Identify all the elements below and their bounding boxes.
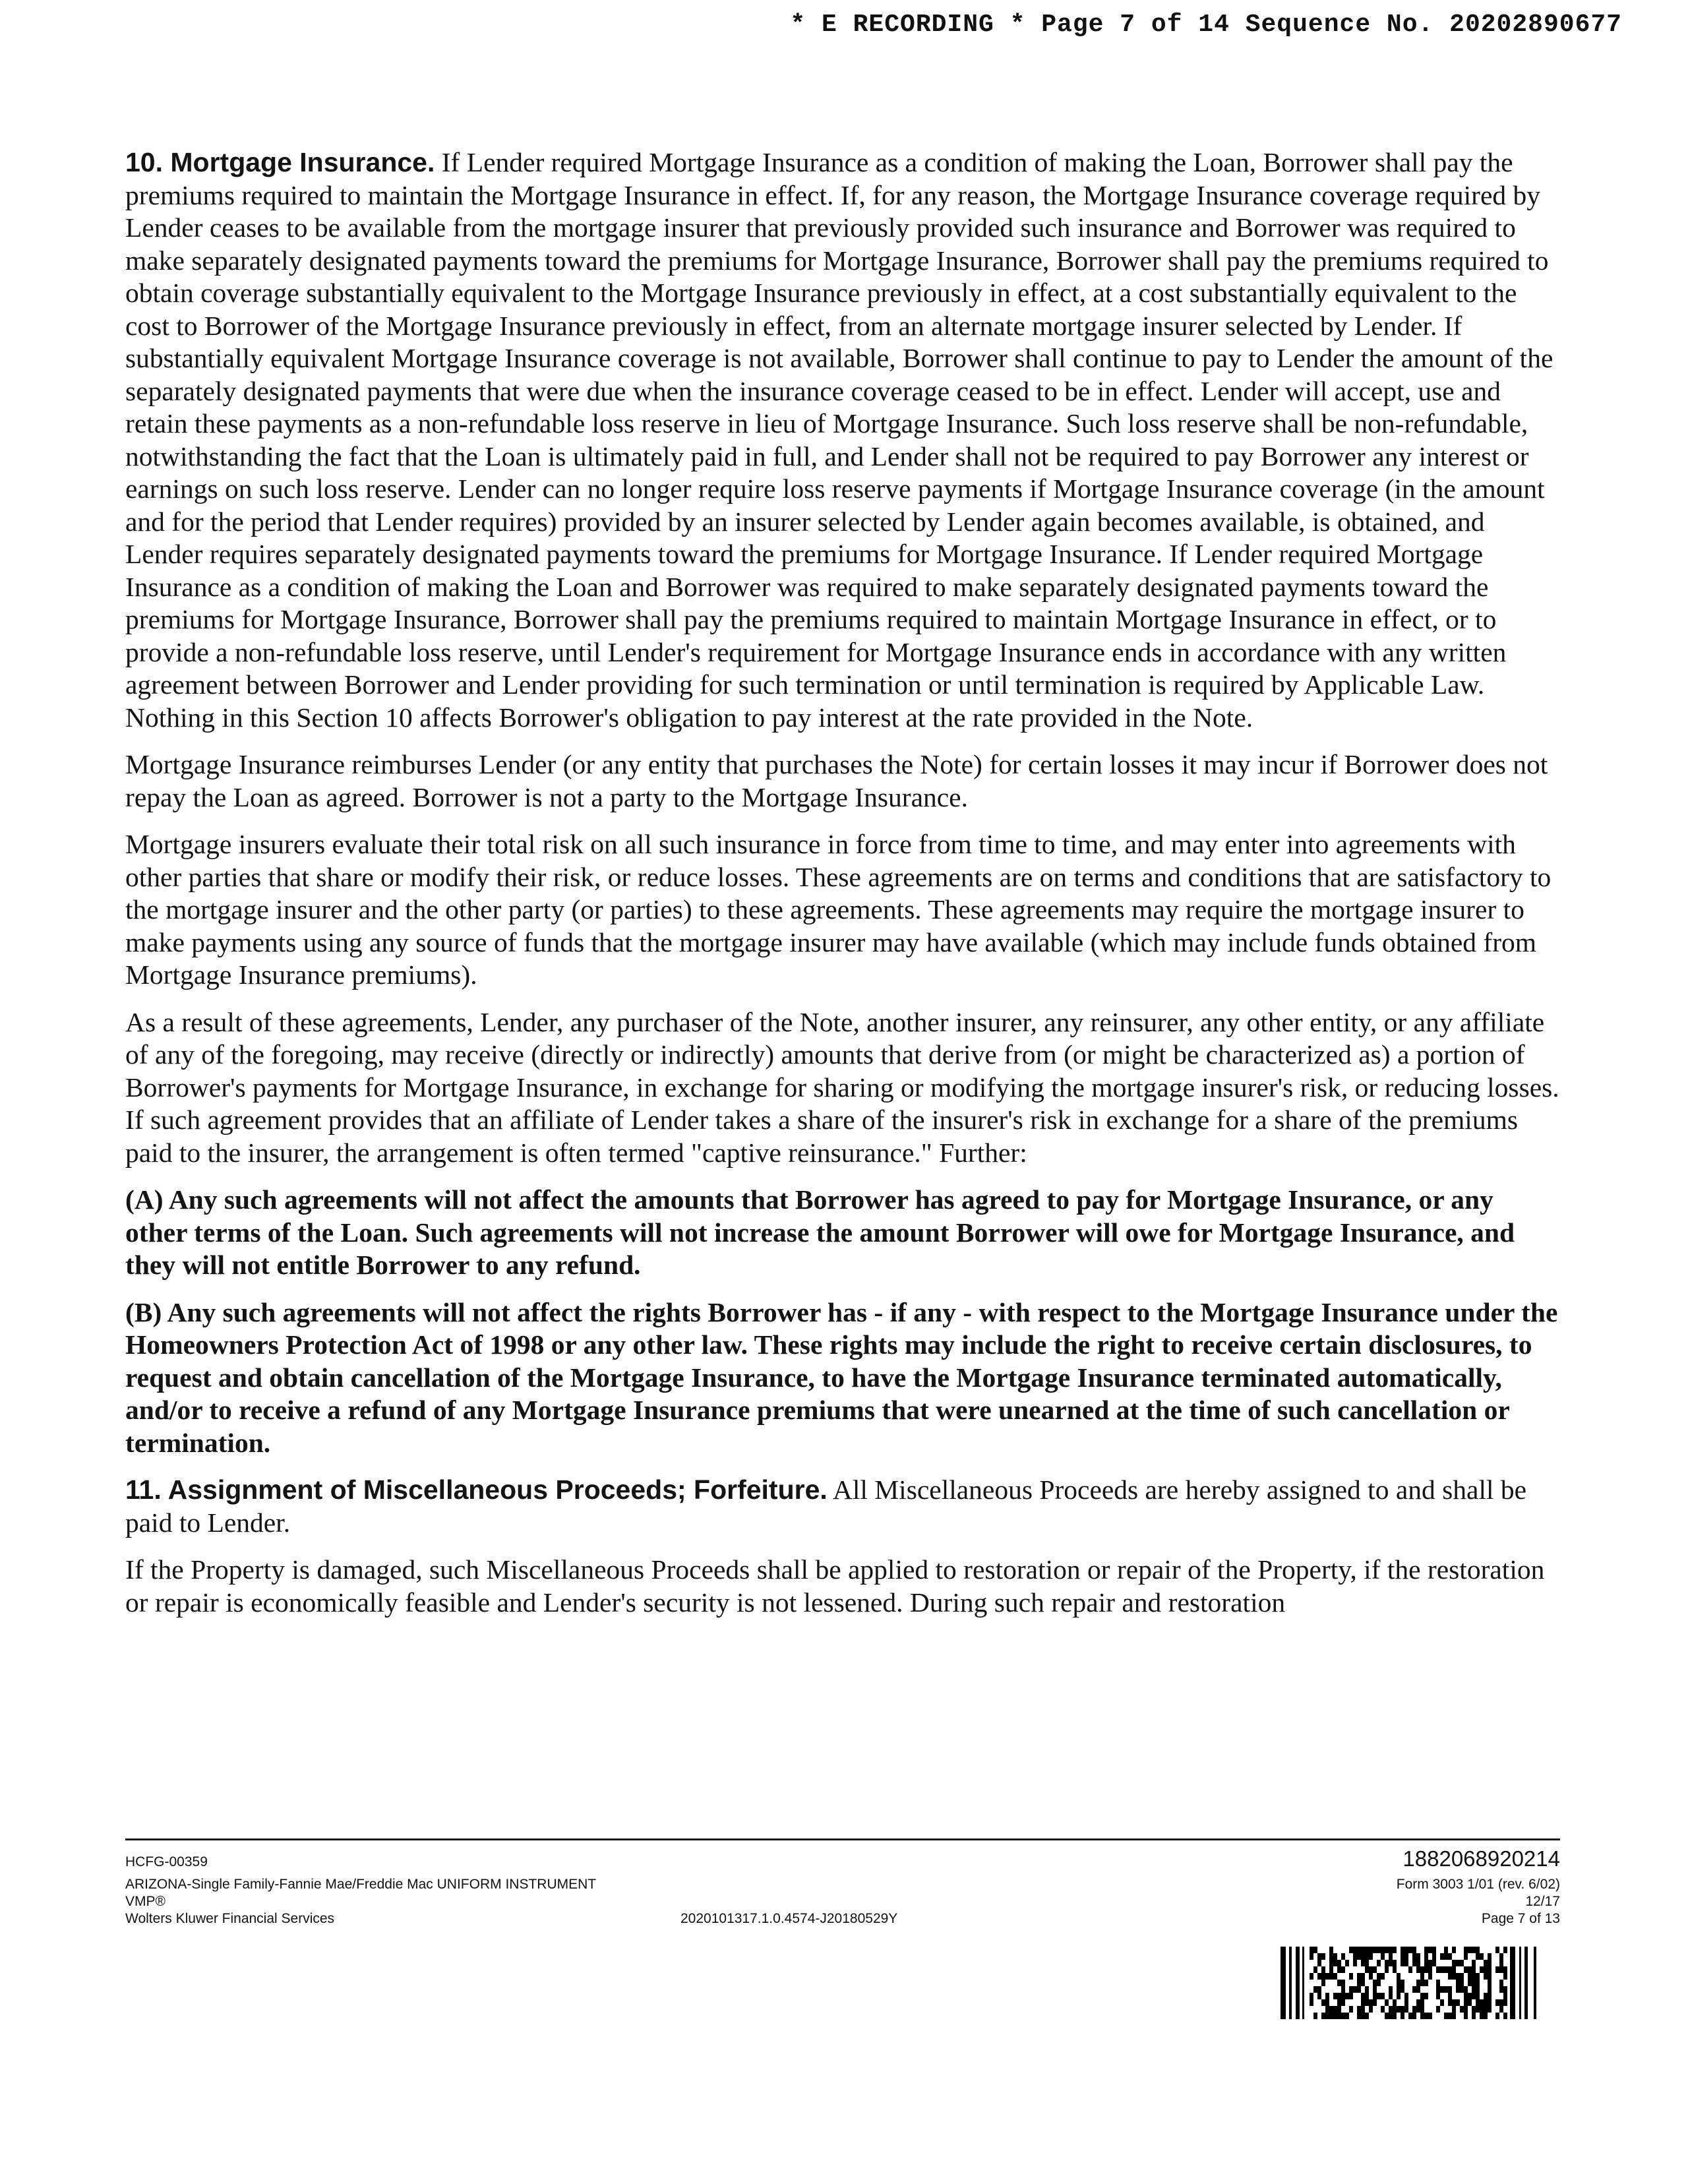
section-11-paragraph-1-text: All Miscellaneous Proceeds are hereby assigned to and shall be paid to Lender.	[125, 1474, 1527, 1538]
page-number: Page 7 of 13	[1481, 1911, 1560, 1926]
instrument-title: ARIZONA-Single Family-Fannie Mae/Freddie Mac UNIFORM INSTRUMENT	[125, 1877, 597, 1892]
section-10-clause-a: (A) Any such agreements will not affect the amounts that Borrower has agreed to pay for Mortgage Insurance, or any other terms of the Loan. Such agreements will not increase the amount Borrower will owe for Mortgage Insurance, and they will not entitle Borrower to any refund.	[125, 1184, 1515, 1280]
form-date: 12/17	[1525, 1894, 1560, 1909]
document-body	[125, 146, 1561, 1633]
barcode-pattern	[1310, 1947, 1507, 2019]
footer-divider	[125, 1838, 1560, 1840]
section-11-paragraph-1	[125, 1474, 1561, 1539]
section-11-paragraph-2: If the Property is damaged, such Miscellaneous Proceeds shall be applied to restoration or repair of the Property, if the restoration or repair is economically feasible and Lender's security is not lessened. During such repair and restoration	[125, 1554, 1545, 1618]
barcode-bar	[1281, 1947, 1286, 2019]
barcode-bar	[1510, 1947, 1515, 2019]
barcode-bar	[1534, 1947, 1536, 2019]
vmp-mark: VMP®	[125, 1894, 166, 1909]
section-11-heading: 11. Assignment of Miscellaneous Proceeds; Forfeiture.	[125, 1474, 828, 1505]
document-id: 2020101317.1.0.4574-J20180529Y	[680, 1911, 898, 1926]
publisher-name: Wolters Kluwer Financial Services	[125, 1911, 335, 1926]
page-footer	[125, 1846, 1560, 2038]
section-10-paragraph-3: Mortgage insurers evaluate their total risk on all such insurance in force from time to time, and may enter into agreements with other parties that share or modify their risk, or reduce losses. These agreements are on terms and conditions that are satisfactory to the mortgage insurer and the other party (or parties) to these agreements. These agreements may require the mortgage insurer to make payments using any source of funds that the mortgage insurer may have available (which may include funds obtained from Mortgage Insurance premiums).	[125, 829, 1552, 990]
section-10-paragraph-4: As a result of these agreements, Lender, any purchaser of the Note, another insurer, any reinsurer, any other entity, or any affiliate of any of the foregoing, may receive (directly or indirectly) amounts that derive from (or might be characterized as) a portion of Borrower's payments for Mortgage Insurance, in exchange for sharing or modifying the mortgage insurer's risk, or reducing losses. If such agreement provides that an affiliate of Lender takes a share of the insurer's risk in exchange for a share of the premiums paid to the insurer, the arrangement is often termed "captive reinsurance." Further:	[125, 1006, 1559, 1168]
section-10-heading: 10. Mortgage Insurance.	[125, 147, 435, 177]
form-code: HCFG-00359	[125, 1854, 208, 1869]
section-10-paragraph-1-text: If Lender required Mortgage Insurance as a condition of making the Loan, Borrower shall pay the premiums required to maintain the Mortgage Insurance in effect. If, for any reason, the Mortgage Insurance coverage required by Lender ceases to be available from the mortgage insurer that previously provided such insurance and Borrower was required to make separately designated payments toward the premiums for Mortgage Insurance, Borrower shall pay the premiums required to obtain coverage substantially equivalent to the Mortgage Insurance previously in effect, at a cost substantially equivalent to the cost to Borrower of the Mortgage Insurance previously in effect, from an alternate mortgage insurer selected by Lender. If substantially equivalent Mortgage Insurance coverage is not available, Borrower shall continue to pay to Lender the amount of the separately designated payments that were due when the insurance coverage ceased to be in effect. Lender will accept, use and retain these payments as a non-refundable loss reserve in lieu of Mortgage Insurance. Such loss reserve shall be non-refundable, notwithstanding the fact that the Loan is ultimately paid in full, and Lender shall not be required to pay Borrower any interest or earnings on such loss reserve. Lender can no longer require loss reserve payments if Mortgage Insurance coverage (in the amount and for the period that Lender requires) provided by an insurer selected by Lender again becomes available, is obtained, and Lender requires separately designated payments toward the premiums for Mortgage Insurance. If Lender required Mortgage Insurance as a condition of making the Loan and Borrower was required to make separately designated payments toward the premiums for Mortgage Insurance, Borrower shall pay the premiums required to maintain Mortgage Insurance in effect, or to provide a non-refundable loss reserve, until Lender's requirement for Mortgage Insurance ends in accordance with any written agreement between Borrower and Lender providing for such termination or until termination is required by Applicable Law. Nothing in this Section 10 affects Borrower's obligation to pay interest at the rate provided in the Note.	[125, 147, 1553, 733]
recording-header: * E RECORDING * Page 7 of 14 Sequence No. 20202890677	[790, 11, 1622, 39]
loan-number: 1882068920214	[1402, 1846, 1560, 1871]
barcode-image	[1281, 1947, 1557, 2019]
form-number: Form 3003 1/01 (rev. 6/02)	[1396, 1877, 1560, 1892]
section-10-paragraph-2: Mortgage Insurance reimburses Lender (or any entity that purchases the Note) for certain losses it may incur if Borrower does not repay the Loan as agreed. Borrower is not a party to the Mortgage Insurance.	[125, 749, 1548, 812]
section-10-clause-b: (B) Any such agreements will not affect the rights Borrower has - if any - with respect to the Mortgage Insurance under the Homeowners Protection Act of 1998 or any other law. These rights may include the right to receive certain disclosures, to request and obtain cancellation of the Mortgage Insurance, to have the Mortgage Insurance terminated automatically, and/or to receive a refund of any Mortgage Insurance premiums that were unearned at the time of such cancellation or termination.	[125, 1296, 1558, 1458]
section-10-paragraph-1	[125, 146, 1561, 734]
